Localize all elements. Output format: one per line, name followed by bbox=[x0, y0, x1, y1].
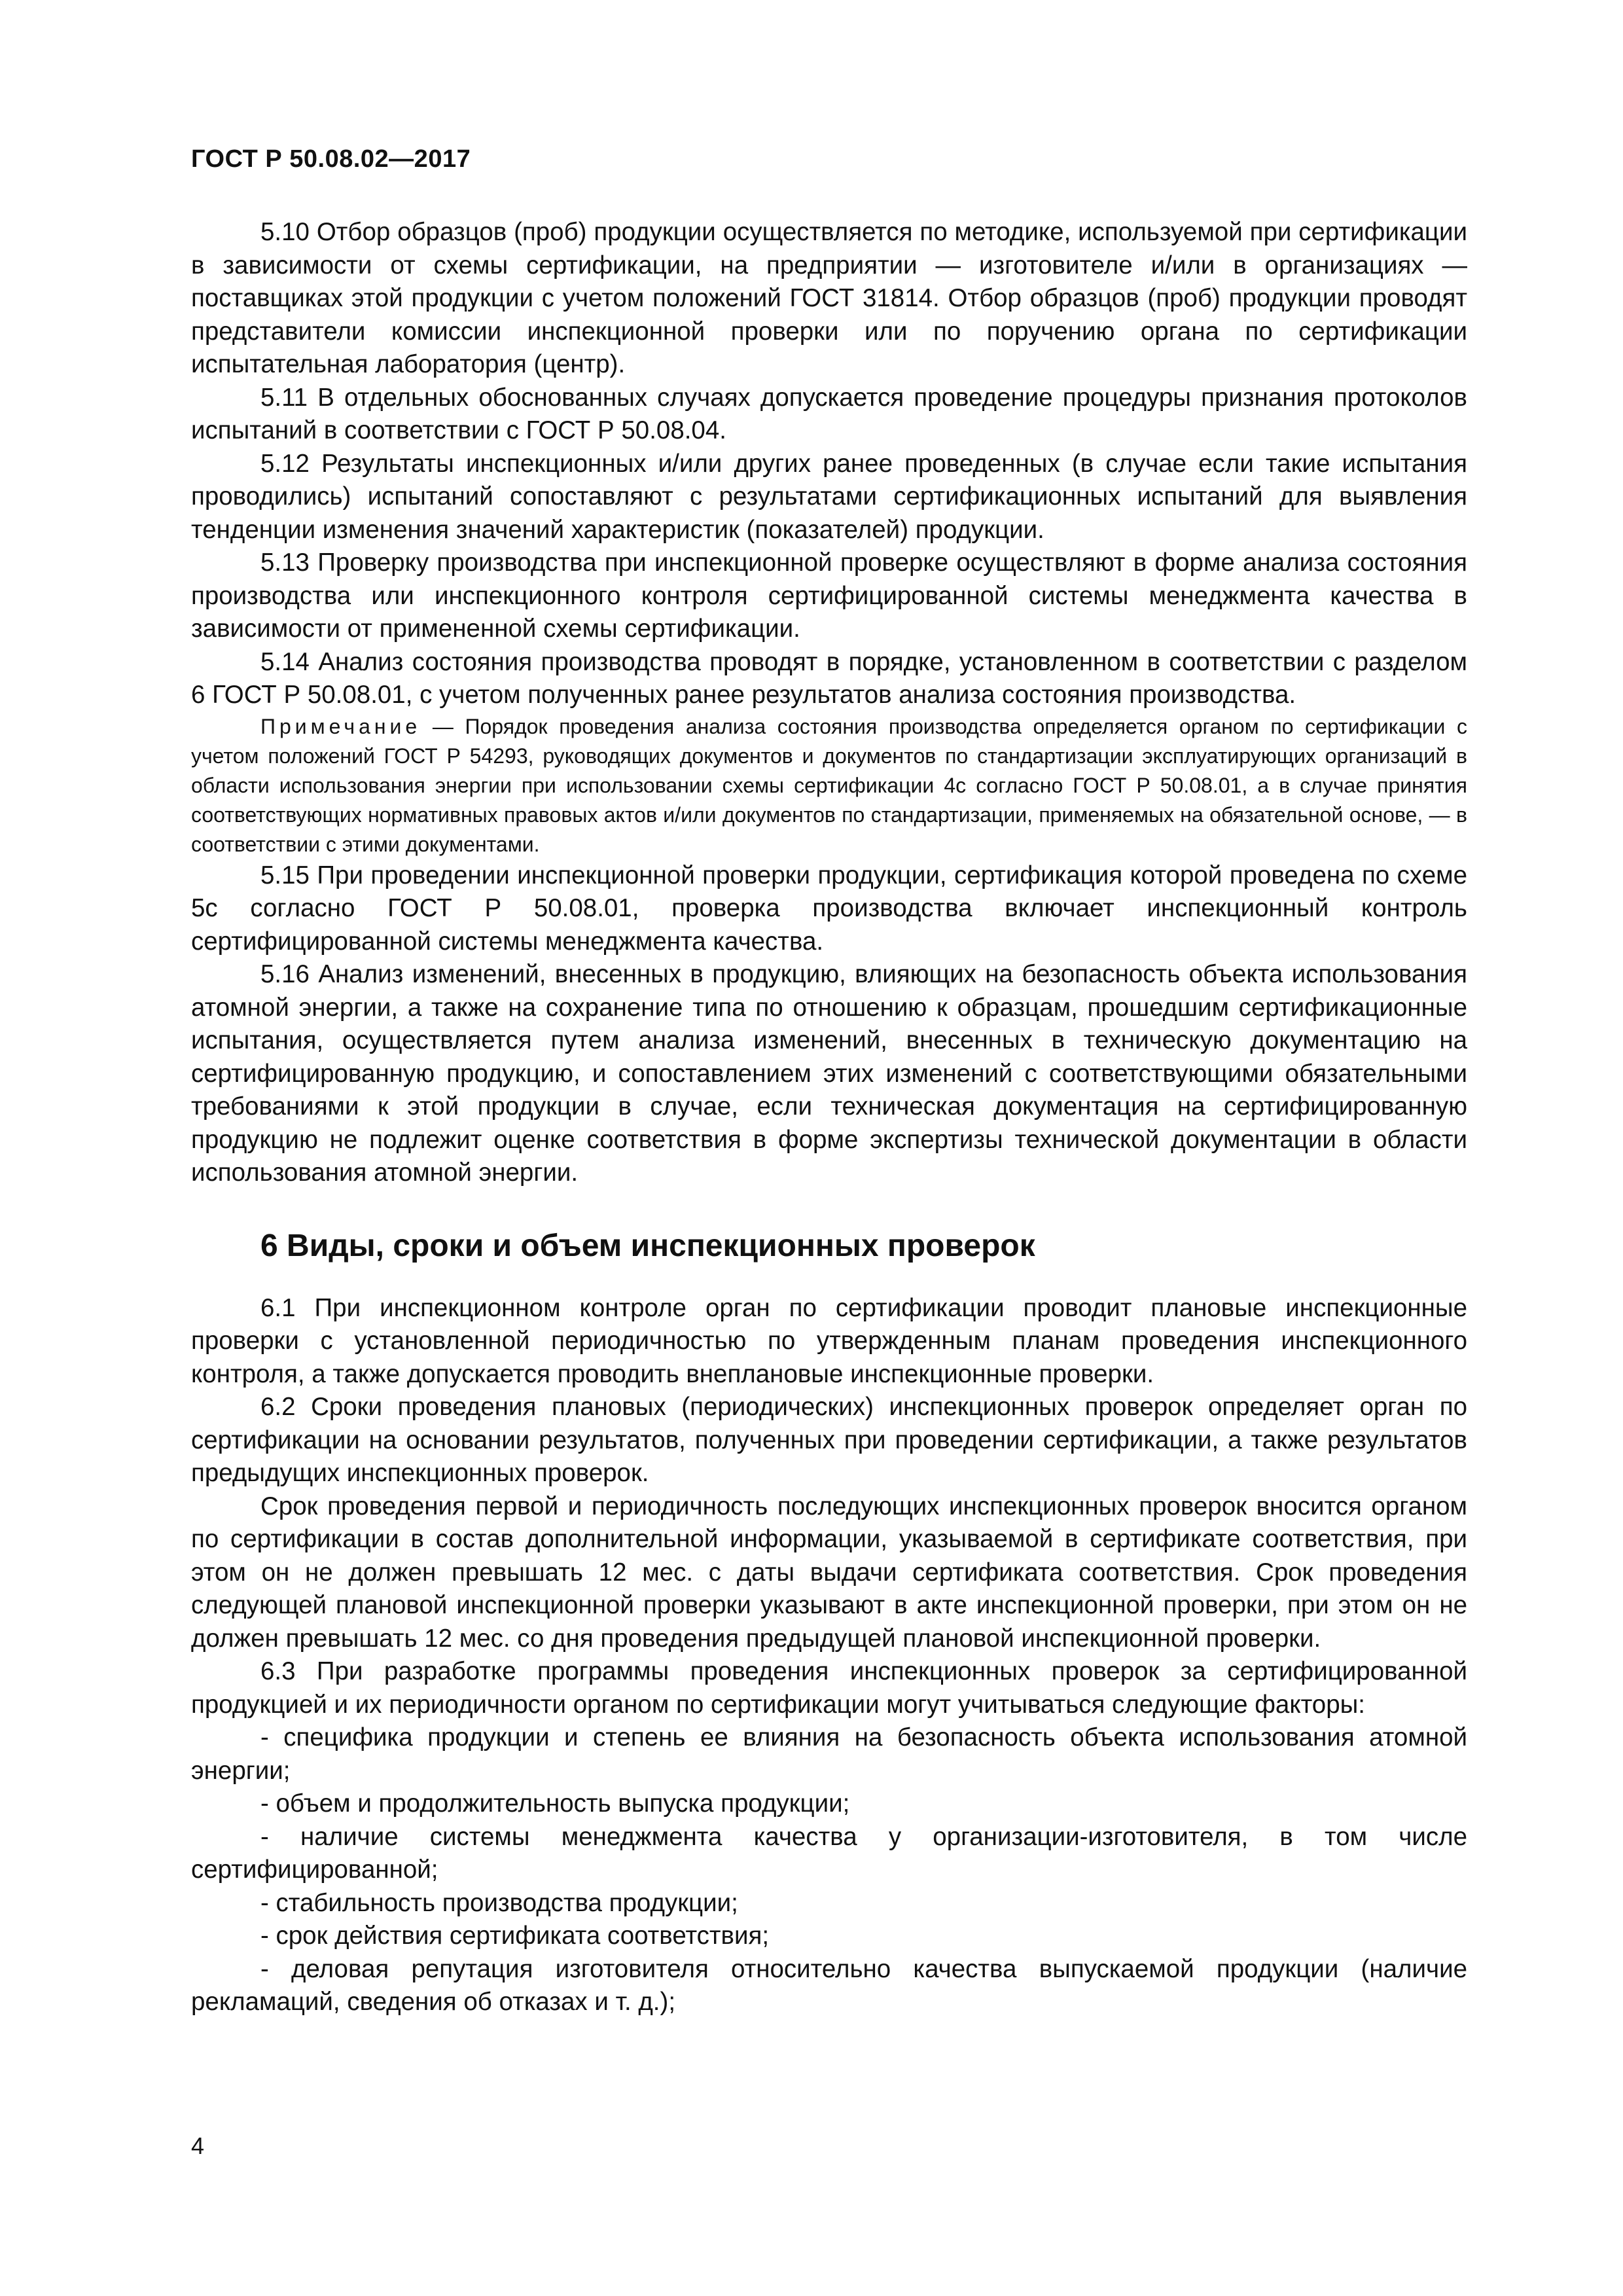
page-number: 4 bbox=[191, 2132, 205, 2159]
list-item: - объем и продолжительность выпуска продукции; bbox=[260, 1789, 850, 1818]
clause-5-11: 5.11 В отдельных обоснованных случаях допускается проведение процедуры признания протоколов испытаний в соответствии с ГОСТ Р 50.08.04. bbox=[191, 383, 1467, 444]
clause-5-14: 5.14 Анализ состояния производства проводят в порядке, установленном в соответствии с разделом 6 ГОСТ Р 50.08.01, с учетом полученных ранее результатов анализа состояния производства. bbox=[191, 647, 1467, 709]
list-item: - специфика продукции и степень ее влияния на безопасность объекта использования атомной энергии; bbox=[191, 1723, 1467, 1785]
list-item: - деловая репутация изготовителя относительно качества выпускаемой продукции (наличие рекламаций, сведения об отказах и т. д.); bbox=[191, 1954, 1467, 2016]
clause-6-3: 6.3 При разработке программы проведения инспекционных проверок за сертифицированной продукцией и их периодичности органом по сертификации могут учитываться следующие факторы: bbox=[191, 1657, 1467, 1719]
list-item: - срок действия сертификата соответствия; bbox=[260, 1922, 770, 1950]
clause-5-12: 5.12 Результаты инспекционных и/или других ранее проведенных (в случае если такие испытания проводились) испытаний сопоставляют с результатами сертификационных испытаний для выявления тенденции изменения значений характеристик (показателей) продукции. bbox=[191, 449, 1467, 544]
clause-6-2-cont: Срок проведения первой и периодичность последующих инспекционных проверок вносится органом по сертификации в состав дополнительной информации, указываемой в сертификате соответствия, при этом он не должен превышать 12 мес. с даты выдачи сертификата соответствия. Срок проведения следующей плановой инспекционной проверки указывают в акте инспекционной проверки, при этом он не должен превышать 12 мес. со дня проведения предыдущей плановой инспекционной проверки. bbox=[191, 1492, 1467, 1653]
document-header: ГОСТ Р 50.08.02—2017 bbox=[191, 145, 471, 173]
document-body bbox=[191, 216, 1467, 2019]
clause-5-16: 5.16 Анализ изменений, внесенных в продукцию, влияющих на безопасность объекта использования атомной энергии, а также на сохранение типа по отношению к образцам, прошедшим сертификационные испытания, осуществляется путем анализа изменений, внесенных в техническую документацию на сертифицированную продукцию, и сопоставлением этих изменений с соответствующими обязательными требованиями к этой продукции в случае, если техническая документация на сертифицированную продукцию не подлежит оценке соответствия в форме экспертизы технической документации в области использования атомной энергии. bbox=[191, 960, 1467, 1187]
clause-5-13: 5.13 Проверку производства при инспекционной проверке осуществляют в форме анализа состояния производства или инспекционного контроля сертифицированной системы менеджмента качества в зависимости от примененной схемы сертификации. bbox=[191, 548, 1467, 643]
clause-5-15: 5.15 При проведении инспекционной проверки продукции, сертификация которой проведена по схеме 5с согласно ГОСТ Р 50.08.01, проверка производства включает инспекционный контроль сертифицированной системы менеджмента качества. bbox=[191, 861, 1467, 956]
clause-5-10: 5.10 Отбор образцов (проб) продукции осуществляется по методике, используемой при сертификации в зависимости от схемы сертификации, на предприятии — изготовителе и/или в организациях — поставщиках этой продукции с учетом положений ГОСТ 31814. Отбор образцов (проб) продукции проводят представители комиссии инспекционной проверки или по поручению органа по сертификации испытательная лаборатория (центр). bbox=[191, 218, 1467, 378]
clause-6-1: 6.1 При инспекционном контроле орган по сертификации проводит плановые инспекционные проверки с установленной периодичностью по утвержденным планам проведения инспекционного контроля, а также допускается проводить внеплановые инспекционные проверки. bbox=[191, 1293, 1467, 1388]
note-label: Примечание bbox=[260, 714, 421, 738]
section-6-title: 6 Виды, сроки и объем инспекционных проверок bbox=[260, 1228, 1035, 1263]
note-text: — Порядок проведения анализа состояния производства определяется органом по сертификации с учетом положений ГОСТ Р 54293, руководящих документов и документов по стандартизации эксплуатирующих организаций в области использования энергии при использовании схемы сертификации 4с согласно ГОСТ Р 50.08.01, а в случае принятия соответствующих нормативных правовых актов и/или документов по стандартизации, применяемых на обязательной основе, — в соответствии с этими документами. bbox=[191, 714, 1467, 856]
list-item: - стабильность производства продукции; bbox=[260, 1888, 738, 1917]
note bbox=[191, 712, 1467, 859]
clause-6-2: 6.2 Сроки проведения плановых (периодических) инспекционных проверок определяет орган по сертификации на основании результатов, полученных при проведении сертификации, а также результатов предыдущих инспекционных проверок. bbox=[191, 1393, 1467, 1487]
list-item: - наличие системы менеджмента качества у организации-изготовителя, в том числе сертифицированной; bbox=[191, 1822, 1467, 1884]
